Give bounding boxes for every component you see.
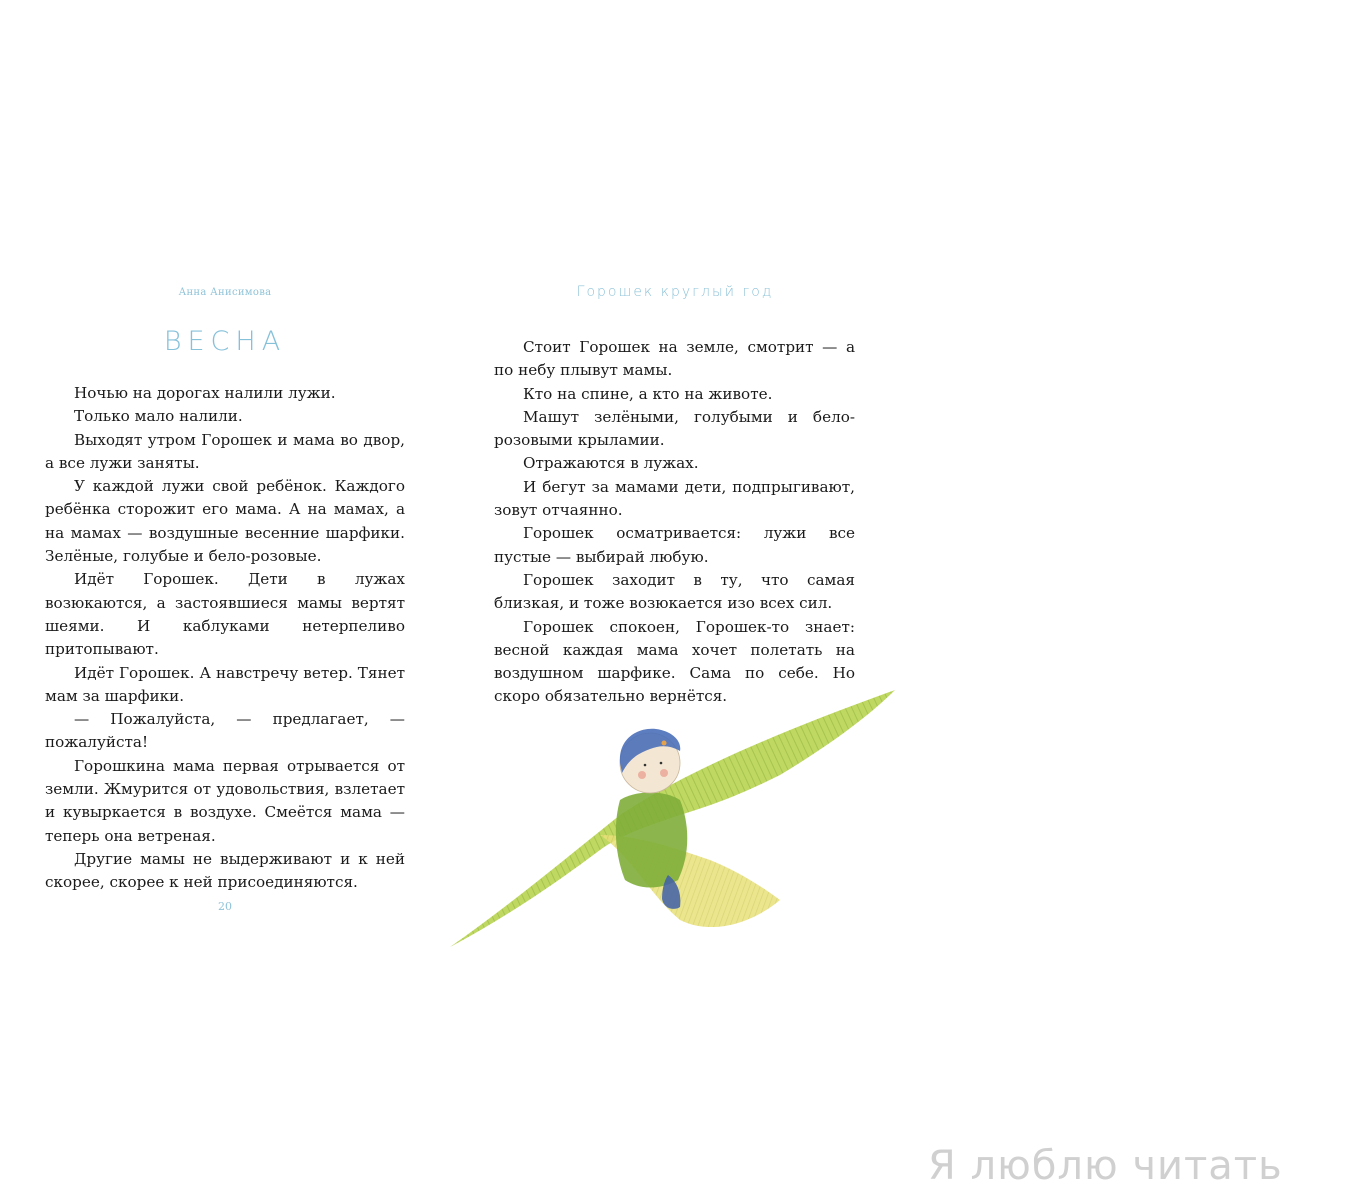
body-shape	[616, 793, 687, 888]
paragraph: Другие мамы не выдерживают и к ней скорее, скорее к ней присоединяются.	[45, 849, 405, 892]
paragraph: — Пожалуйста, — предлагает, — пожалуйста!	[45, 710, 405, 752]
paragraph: Горошек заходит в ту, что самая близкая, и тоже возюкается изо всех сил.	[494, 570, 855, 613]
watermark: Я люблю читать	[928, 1143, 1283, 1189]
page-number: 20	[218, 900, 232, 913]
paragraph: И бегут за мамами дети, подпрыгивают, зовут отчаянно.	[494, 477, 855, 520]
running-head-book-title: Горошек круглый год	[576, 284, 774, 300]
paragraph: Ночью на дорогах налили лужи.	[74, 384, 336, 402]
chapter-title: ВЕСНА	[163, 326, 287, 357]
paragraph: Выходят утром Горошек и мама во двор, а все лужи заняты.	[45, 430, 405, 472]
paragraph: Кто на спине, а кто на животе.	[523, 384, 773, 403]
paragraph: Идёт Горошек. Дети в лужах возюкаются, а застоявшиеся мамы вертят шеями. И каблуками нетерпеливо притопывают.	[45, 570, 405, 659]
paragraph: Отражаются в лужах.	[523, 454, 699, 473]
paragraph: Горошек спокоен, Горошек-то знает: весной каждая мама хочет полетать на воздушном шарфике. Сама по себе. Но скоро обязательно вернётся.	[494, 617, 855, 706]
right-page	[450, 0, 1283, 1200]
paragraph: У каждой лужи свой ребёнок. Каждого ребёнка сторожит его мама. А на мамах, а на мамах — воздушные весенние шарфики. Зелёные, голубые и бело-розовые.	[45, 477, 405, 566]
paragraph: Машут зелёными, голубыми и бело-розовыми крыламии.	[494, 407, 855, 450]
paragraph: Горошек осматривается: лужи все пустые — выбирай любую.	[494, 524, 855, 566]
paragraph: Стоит Горошек на земле, смотрит — а по небу плывут мамы.	[494, 338, 855, 380]
left-page	[0, 0, 450, 1200]
paragraph: Горошкина мама первая отрывается от земли. Жмурится от удовольствия, взлетает и кувыркается в воздухе. Смеётся мама — теперь она ветреная.	[45, 756, 405, 845]
running-head-author: Анна Анисимова	[178, 287, 272, 298]
paragraph: Только мало налили.	[74, 407, 243, 426]
paragraph: Идёт Горошек. А навстречу ветер. Тянет мам за шарфики.	[45, 663, 405, 705]
right-text-block	[494, 336, 855, 709]
left-text-block	[45, 382, 405, 895]
flying-scarf-illustration	[450, 685, 900, 950]
